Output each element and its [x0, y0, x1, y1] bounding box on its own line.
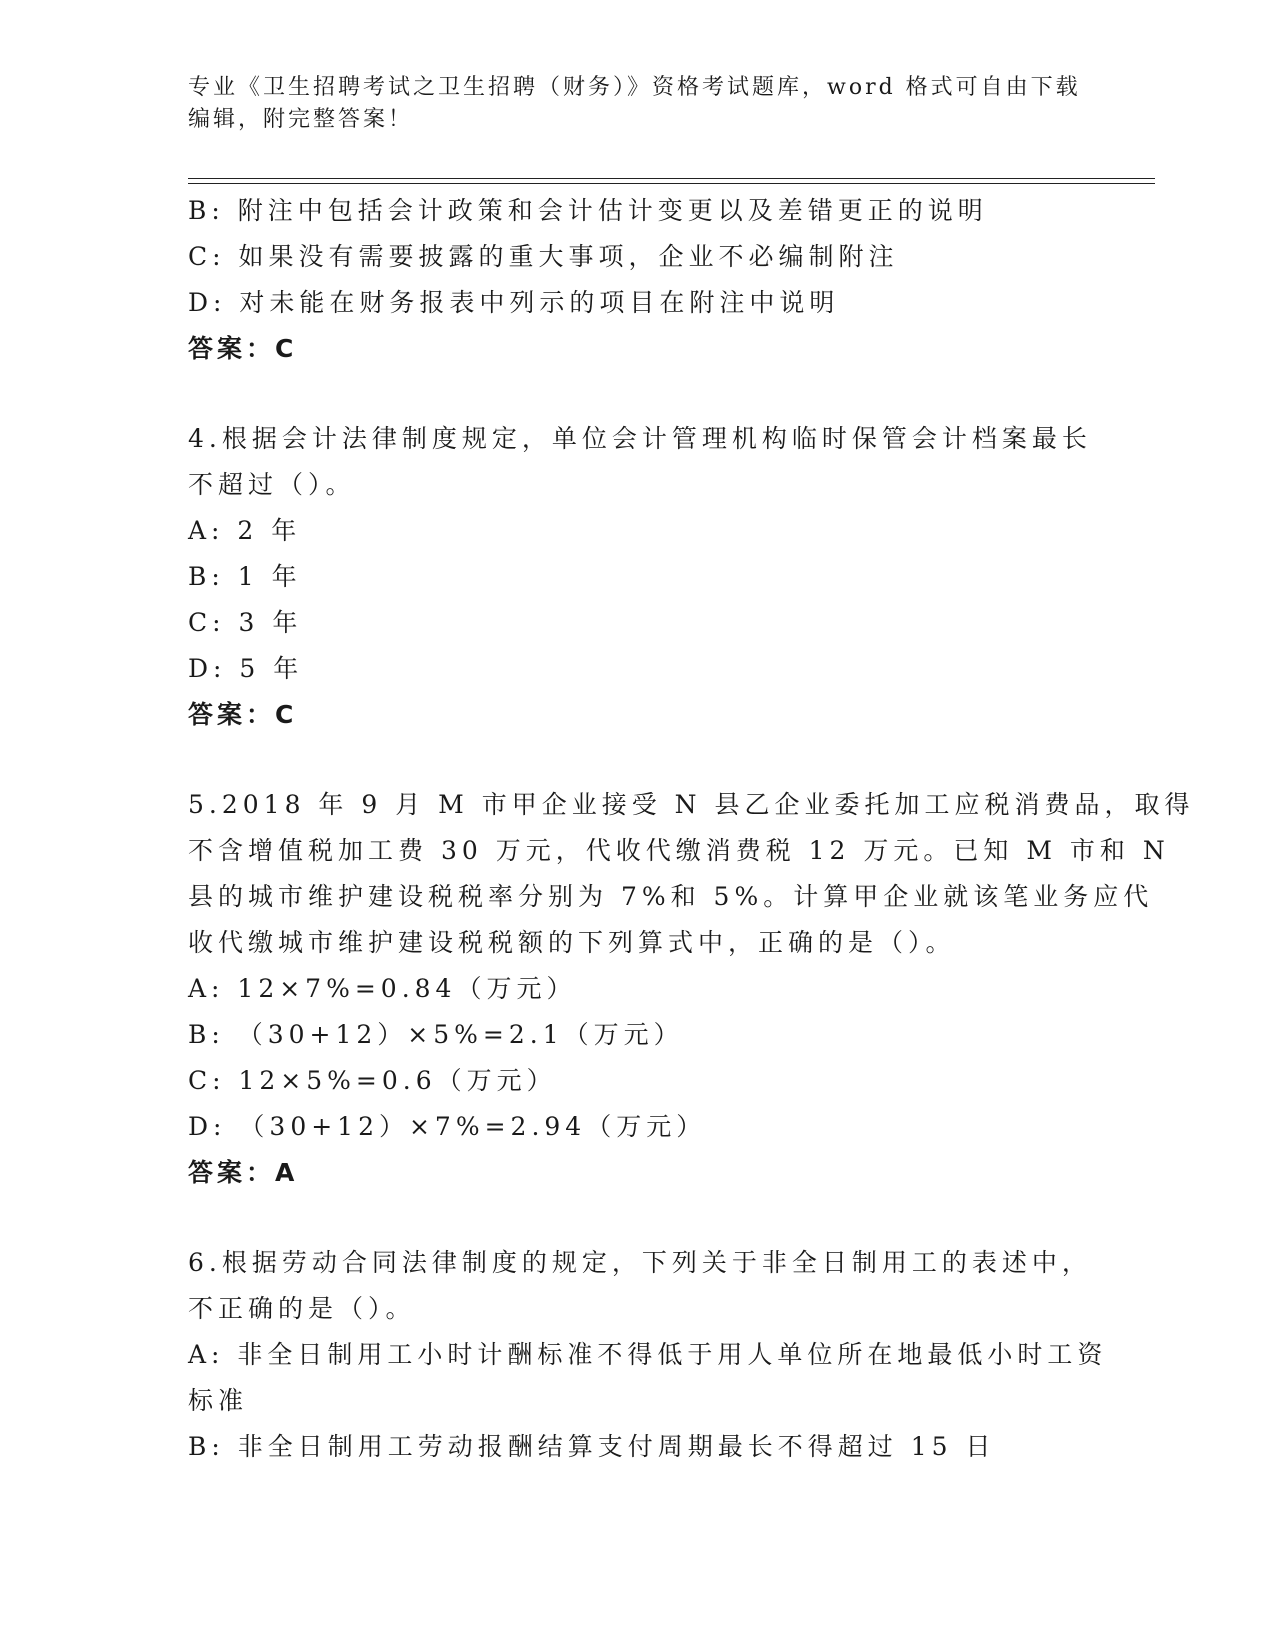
option-b: B: 非全日制用工劳动报酬结算支付周期最长不得超过 15 日 — [188, 1432, 996, 1461]
option-c: C: 如果没有需要披露的重大事项，企业不必编制附注 — [188, 242, 899, 271]
option-b: B: 附注中包括会计政策和会计估计变更以及差错更正的说明 — [188, 196, 988, 225]
question-5 — [188, 782, 1195, 1196]
question-content — [188, 188, 1195, 1470]
question-stem-line: 收代缴城市维护建设税税额的下列算式中，正确的是（）。 — [188, 928, 956, 957]
option-a-continuation: 标准 — [188, 1386, 249, 1415]
answer: 答案：C — [188, 334, 298, 363]
answer: 答案：C — [188, 700, 298, 729]
option-d: D: 5 年 — [188, 654, 304, 683]
option-b: B: 1 年 — [188, 562, 302, 591]
document-header — [188, 72, 1088, 136]
header-divider-top — [188, 178, 1155, 179]
question-stem-line: 5.2018 年 9 月 M 市甲企业接受 N 县乙企业委托加工应税消费品，取得 — [188, 790, 1195, 819]
option-b: B: （30+12）×5%=2.1（万元） — [188, 1020, 684, 1049]
header-line-1: 专业《卫生招聘考试之卫生招聘（财务）》资格考试题库，word 格式可自由下载 — [188, 75, 1081, 100]
option-c: C: 12×5%=0.6（万元） — [188, 1066, 557, 1095]
header-line-2: 编辑，附完整答案！ — [188, 107, 414, 132]
question-stem-line: 4.根据会计法律制度规定，单位会计管理机构临时保管会计档案最长 — [188, 424, 1092, 453]
option-a: A: 2 年 — [188, 516, 302, 545]
answer: 答案：A — [188, 1158, 299, 1187]
option-c: C: 3 年 — [188, 608, 303, 637]
option-a: A: 非全日制用工小时计酬标准不得低于用人单位所在地最低小时工资 — [188, 1340, 1108, 1369]
question-stem-line: 县的城市维护建设税税率分别为 7%和 5%。计算甲企业就该笔业务应代 — [188, 882, 1154, 911]
question-stem-line: 不正确的是（）。 — [188, 1294, 416, 1323]
question-6 — [188, 1240, 1108, 1470]
question-3-tail — [188, 188, 1088, 372]
question-stem-line: 不超过（）。 — [188, 470, 356, 499]
header-divider-bottom — [188, 183, 1155, 184]
question-stem-line: 6.根据劳动合同法律制度的规定，下列关于非全日制用工的表述中， — [188, 1248, 1092, 1277]
option-d: D: 对未能在财务报表中列示的项目在附注中说明 — [188, 288, 840, 317]
question-stem-line: 不含增值税加工费 30 万元，代收代缴消费税 12 万元。已知 M 市和 N — [188, 836, 1170, 865]
option-d: D: （30+12）×7%=2.94（万元） — [188, 1112, 707, 1141]
question-4 — [188, 416, 1092, 738]
option-a: A: 12×7%=0.84（万元） — [188, 974, 577, 1003]
